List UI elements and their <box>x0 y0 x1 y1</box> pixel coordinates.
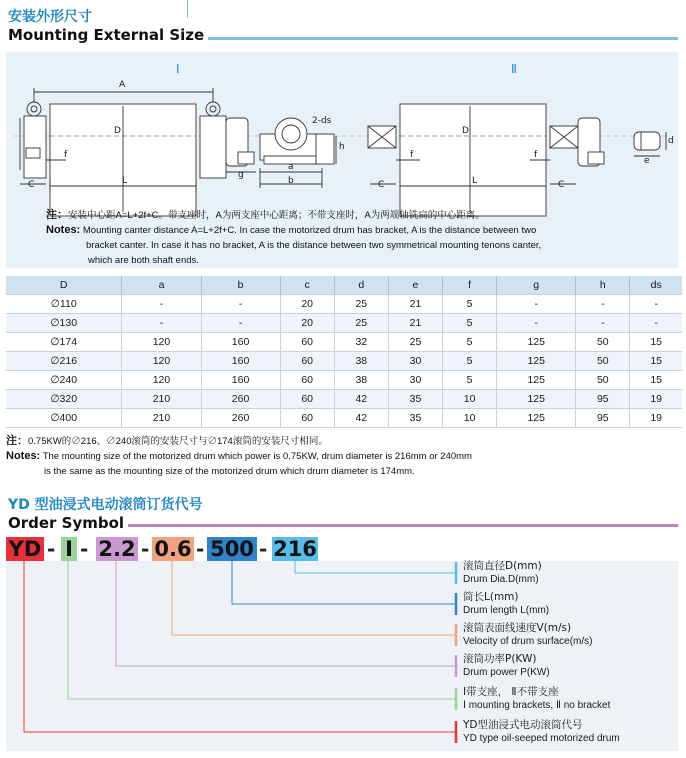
table-cell: - <box>201 295 280 314</box>
table-cell: 20 <box>280 314 334 333</box>
table-cell: 160 <box>201 352 280 371</box>
dim-label-ds: 2-ds <box>312 116 332 126</box>
table-cell: ∅320 <box>6 390 122 409</box>
order-title-en: Order Symbol <box>8 514 125 532</box>
table-cell: 160 <box>201 333 280 352</box>
table-cell: - <box>576 295 630 314</box>
table-cell: 10 <box>443 409 497 428</box>
dim-label-D2: D <box>462 126 469 136</box>
table-cell: - <box>122 314 201 333</box>
table-cell: 19 <box>630 409 682 428</box>
table-cell: 120 <box>122 333 201 352</box>
table-cell: 20 <box>280 295 334 314</box>
code-mount: Ⅰ <box>61 537 77 561</box>
dim-label-A: A <box>119 80 126 90</box>
table-cell: ∅240 <box>6 371 122 390</box>
legend-cn: 筒长L(mm) <box>463 591 519 603</box>
table-cell: 25 <box>334 295 388 314</box>
note2-en-line1: The mounting size of the motorized drum which power is 0.75KW, drum diameter is 216mm or 240mm <box>42 451 472 462</box>
table-cell: 125 <box>497 371 576 390</box>
table-cell: - <box>201 314 280 333</box>
dim-label-f2: f <box>410 150 414 160</box>
code-dash: - <box>80 537 89 561</box>
table-cell: ∅130 <box>6 314 122 333</box>
dim-label-a: a <box>288 162 294 172</box>
table-cell: 60 <box>280 409 334 428</box>
legend-diameter <box>463 560 542 586</box>
table-cell: 125 <box>497 390 576 409</box>
dim-label-C2: C <box>378 180 385 190</box>
legend-cn: 滚筒直径D(mm) <box>463 560 542 572</box>
table-cell: - <box>630 314 682 333</box>
legend-cn: 滚筒功率P(KW) <box>463 653 537 665</box>
code-dash: - <box>47 537 56 561</box>
table-cell: 5 <box>443 295 497 314</box>
col-header: e <box>388 276 442 295</box>
table-cell: 50 <box>576 333 630 352</box>
dim-label-f1: f <box>64 150 68 160</box>
legend-en: Drum length L(mm) <box>463 605 550 616</box>
table-cell: 120 <box>122 352 201 371</box>
legend-power <box>463 653 550 679</box>
table-cell: ∅110 <box>6 295 122 314</box>
table-cell: - <box>122 295 201 314</box>
note-en-line3: which are both shaft ends. <box>88 255 199 266</box>
table-cell: 260 <box>201 390 280 409</box>
dim-label-b: b <box>288 176 294 186</box>
figure-2-label: Ⅱ <box>511 62 517 76</box>
table-cell: 15 <box>630 333 682 352</box>
table-cell: ∅216 <box>6 352 122 371</box>
table-cell: 260 <box>201 409 280 428</box>
table-cell: 15 <box>630 352 682 371</box>
dim-label-f3: f <box>534 150 538 160</box>
note-en-line1: Mounting canter distance A=L+2f+C. In case the motorized drum has bracket, A is the distance between two <box>82 225 537 236</box>
legend-en: Velocity of drum surface(m/s) <box>463 636 593 647</box>
legend-cn: YD型油浸式电动滚筒代号 <box>463 719 583 731</box>
dim-label-L1: L <box>122 176 128 186</box>
col-header: D <box>6 276 122 295</box>
order-title-cn: YD 型油浸式电动滚筒订货代号 <box>8 497 203 513</box>
legend-cn: 滚筒表面线速度V(m/s) <box>463 622 572 634</box>
table-cell: 42 <box>334 409 388 428</box>
table-cell: 35 <box>388 409 442 428</box>
note2-cn-label: 注： <box>6 435 28 447</box>
legend-type <box>463 719 620 745</box>
dim-label-h: h <box>339 142 345 152</box>
table-cell: 5 <box>443 371 497 390</box>
table-cell: 50 <box>576 371 630 390</box>
code-dash: - <box>196 537 205 561</box>
col-header: d <box>334 276 388 295</box>
col-header: ds <box>630 276 682 295</box>
table-cell: 210 <box>122 390 201 409</box>
legend-length <box>463 591 549 617</box>
table-cell: 210 <box>122 409 201 428</box>
table-cell: - <box>630 295 682 314</box>
table-cell: 60 <box>280 333 334 352</box>
table-cell: 21 <box>388 314 442 333</box>
dim-label-C3: C <box>558 180 565 190</box>
note-en-line2: bracket canter. In case it has no bracket, A is the distance between two symmetrical mounting tenons canter, <box>86 240 542 251</box>
table-cell: 25 <box>334 314 388 333</box>
code-velocity: 0.6 <box>152 537 194 561</box>
table-cell: - <box>497 314 576 333</box>
table-cell: 125 <box>497 333 576 352</box>
table-cell: 50 <box>576 352 630 371</box>
note-cn-text: 安装中心距A=L+2f+C。带支座时，A为两支座中心距离；不带支座时，A为两端轴铣扁的中心距离。 <box>68 210 485 221</box>
dim-label-D1: D <box>114 126 121 136</box>
note2-en-line2: is the same as the mounting size of the motorized drum which drum diameter is 174mm. <box>44 466 415 477</box>
table-cell: 125 <box>497 409 576 428</box>
note-en-label: Notes: <box>46 224 81 236</box>
code-power: 2.2 <box>96 537 138 561</box>
code-dash: - <box>141 537 150 561</box>
dim-label-e: e <box>644 156 650 166</box>
table-cell: 10 <box>443 390 497 409</box>
table-cell: ∅174 <box>6 333 122 352</box>
legend-en: Ⅰ mounting brackets, Ⅱ no bracket <box>463 700 611 711</box>
col-header: h <box>576 276 630 295</box>
note-cn-label: 注： <box>46 209 68 221</box>
col-header: g <box>497 276 576 295</box>
table-cell: 60 <box>280 371 334 390</box>
table-cell: ∅400 <box>6 409 122 428</box>
table-cell: 125 <box>497 352 576 371</box>
section-title-cn: 安装外形尺寸 <box>8 9 92 25</box>
col-header: b <box>201 276 280 295</box>
dim-label-g: g <box>238 170 244 180</box>
code-dash: - <box>259 537 268 561</box>
note2-en-label: Notes: <box>6 450 41 462</box>
table-cell: 5 <box>443 352 497 371</box>
table-cell: 5 <box>443 314 497 333</box>
table-cell: 32 <box>334 333 388 352</box>
table-cell: 19 <box>630 390 682 409</box>
table-cell: 25 <box>388 333 442 352</box>
table-cell: 60 <box>280 352 334 371</box>
table-cell: 15 <box>630 371 682 390</box>
legend-cn: Ⅰ带支座， Ⅱ不带支座 <box>463 686 559 698</box>
note2-cn-text: 0.75KW的∅216、∅240滚筒的安装尺寸与∅174滚筒的安装尺寸相同。 <box>28 436 328 447</box>
figure-1-label: Ⅰ <box>176 62 180 76</box>
code-diameter: 216 <box>273 537 317 561</box>
section-title-en: Mounting External Size <box>8 26 205 44</box>
table-cell: 30 <box>388 352 442 371</box>
col-header: a <box>122 276 201 295</box>
dim-label-C1: C <box>28 180 35 190</box>
legend-mounting <box>463 686 610 712</box>
legend-velocity <box>463 622 592 648</box>
table-cell: 21 <box>388 295 442 314</box>
table-cell: 35 <box>388 390 442 409</box>
table-cell: 30 <box>388 371 442 390</box>
table-cell: 38 <box>334 371 388 390</box>
dim-label-d: d <box>668 136 674 146</box>
col-header: c <box>280 276 334 295</box>
code-yd: YD <box>6 537 44 561</box>
table-cell: - <box>497 295 576 314</box>
table-cell: 95 <box>576 390 630 409</box>
table-cell: 5 <box>443 333 497 352</box>
table-cell: 120 <box>122 371 201 390</box>
table-cell: 60 <box>280 390 334 409</box>
col-header: f <box>443 276 497 295</box>
table-cell: - <box>576 314 630 333</box>
table-cell: 95 <box>576 409 630 428</box>
table-cell: 38 <box>334 352 388 371</box>
legend-en: Drum Dia.D(mm) <box>463 574 539 585</box>
legend-en: YD type oil-seeped motorized drum <box>463 733 620 744</box>
legend-en: Drum power P(KW) <box>463 667 550 678</box>
table-cell: 160 <box>201 371 280 390</box>
dim-label-L2: L <box>472 176 478 186</box>
code-length: 500 <box>207 537 257 561</box>
table-cell: 42 <box>334 390 388 409</box>
